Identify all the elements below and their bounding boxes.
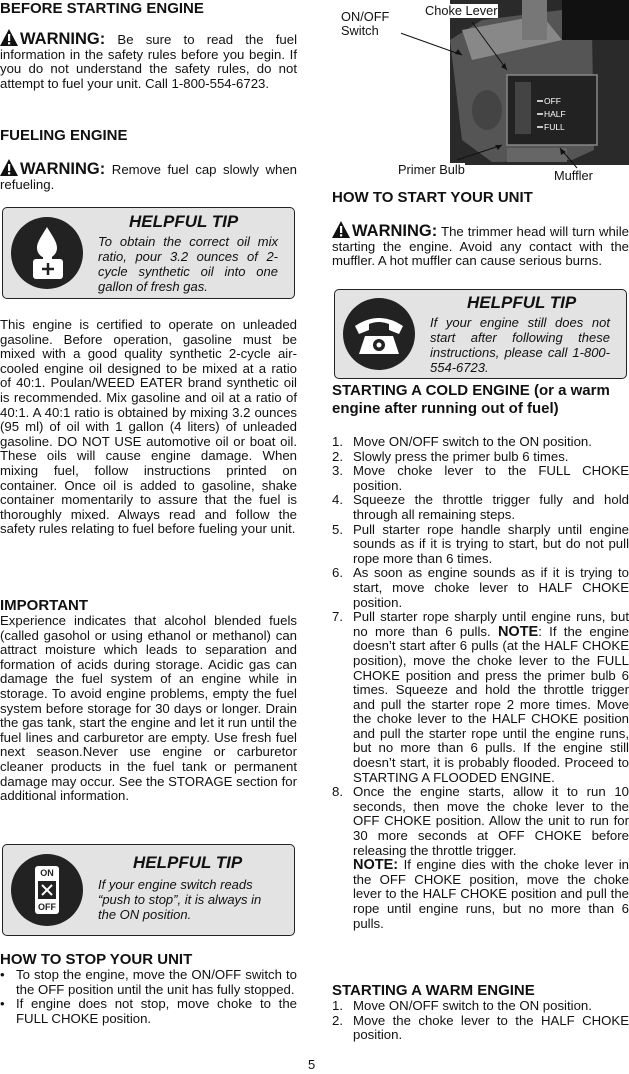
fuel-drop-icon (9, 215, 85, 291)
tip-title: HELPFUL TIP (133, 853, 243, 872)
before-starting-heading: BEFORE STARTING ENGINE (0, 0, 204, 17)
list-item: 5. Pull starter rope handle sharply until engine sounds as if it is trying to start, but do not pull rope more than 6 times. (332, 521, 629, 566)
start-heading: HOW TO START YOUR UNIT (332, 189, 533, 206)
primer-bulb-label: Primer Bulb (398, 162, 465, 177)
helpful-tip-call (334, 289, 627, 379)
list-item: 1. Move ON/OFF switch to the ON position. (332, 998, 592, 1013)
list-item: 7. Pull starter rope sharply until engine runs, but no more than 6 pulls. NOTE: If the engine doesn’t start after 6 pulls (at the HALF CHOKE position), move the choke lever to the FULL CHOKE position and press the primer bulb 6 times. Squeeze and hold the throttle trigger and pull the starter rope 2 more times. Move the choke lever to the HALF CHOKE position and pull the starter rope until the engine runs, but no more than 6 pulls. If the engine still doesn’t start, it is probably flooded. Proceed to STARTING A FLOODED ENGINE. (332, 609, 629, 785)
helpful-tip-switch (2, 844, 295, 936)
list-item: 1. Move ON/OFF switch to the ON position. (332, 434, 592, 449)
cold-engine-heading: STARTING A COLD ENGINE (or a warm engine after running out of fuel) (332, 382, 610, 417)
muffler-label: Muffler (554, 168, 593, 183)
warm-engine-steps (332, 999, 629, 1043)
tip-title: HELPFUL TIP (467, 293, 577, 312)
list-item: 6. As soon as engine sounds as if it is trying to start, move choke lever to HALF CHOKE position. (332, 565, 629, 610)
list-item: 3. Move choke lever to the FULL CHOKE position. (332, 463, 629, 493)
stop-bullets (0, 968, 297, 1026)
warning-triangle-icon (332, 221, 350, 238)
helpful-tip-oil-mix (2, 207, 295, 299)
list-item: 8. Once the engine starts, allow it to run 10 seconds, then move the choke lever to the OFF CHOKE position. Allow the unit to run for 30 more seconds at OFF CHOKE before releasing the throttle trigger. NOTE: If engine dies with the choke lever in the OFF CHOKE position, move the choke lever to the HALF CHOKE position and pull the rope until engine runs, but no more than 6 pulls. (332, 784, 629, 931)
choke-off-label: OFF (544, 96, 561, 106)
tip-title: HELPFUL TIP (129, 212, 239, 231)
trimmer-diagram (332, 0, 629, 188)
svg-text:ON: ON (40, 868, 54, 878)
before-starting-warning: WARNING: Be sure to read the fuel information in the safety rules before you begin. If you do not understand the safety rules, do not attempt to fuel your unit. Call 1-800-554-6723. (0, 30, 297, 91)
list-item: 4. Squeeze the throttle trigger fully and hold through all remaining steps. (332, 492, 629, 522)
list-item: • To stop the engine, move the ON/OFF switch to the OFF position until the unit has fully stopped. (0, 967, 297, 997)
choke-lever-label: Choke Lever (425, 3, 498, 18)
choke-full-label: FULL (544, 122, 565, 132)
on-off-switch-icon (9, 852, 85, 928)
svg-text:OFF: OFF (38, 902, 56, 912)
important-text: Experience indicates that alcohol blended fuels (called gasohol or using ethanol or methanol) can attract moisture which leads to separation and formation of acids during storage. Acidic gas can damage the fuel system of an engine while in storage. To avoid engine problems, empty the fuel system before storage for 30 days or longer. Drain the gas tank, start the engine and let it run until the fuel lines and carburetor are empty. Use fresh fuel next season.Never use engine or carburetor cleaner products in the fuel tank or permanent damage may occur. See the STORAGE section for additional information. (0, 613, 297, 804)
list-item: • If engine does not stop, move choke to the FULL CHOKE position. (0, 996, 297, 1026)
warning-triangle-icon (0, 159, 18, 176)
important-heading: IMPORTANT (0, 597, 89, 614)
choke-half-label: HALF (544, 109, 566, 119)
warning-triangle-icon (0, 29, 18, 46)
tip-text: If your engine switch reads “push to stop”, it is always in the ON position. (98, 877, 262, 922)
start-warning: WARNING: The trimmer head will turn while starting the engine. Avoid any contact with the muffler. A hot muffler can cause serious burns. (332, 222, 629, 269)
on-off-switch-label: ON/OFF Switch (341, 10, 401, 38)
list-item: 2. Move the choke lever to the HALF CHOKE position. (332, 1012, 629, 1043)
stop-heading: HOW TO STOP YOUR UNIT (0, 951, 193, 968)
fuel-paragraph: This engine is certified to operate on unleaded gasoline. Before operation, gasoline must be mixed with a good quality synthetic 2-cycle air-cooled engine oil designed to be mixed at a ratio of 40:1. Poulan/WEED EATER brand synthetic oil is recommended. Mix gasoline and oil at a ratio of 40:1. A 40:1 ratio is obtained by mixing 3.2 ounces (95 ml) of oil with 1 gallon (4 liters) of unleaded gasoline. DO NOT USE automotive oil or boat oil. These oils will cause engine damage. When mixing fuel, follow instructions printed on container. Once oil is added to gasoline, shake container momentarily to assure that the fuel is thoroughly mixed. Always read and follow the safety rules relating to fuel before fueling your unit. (0, 317, 297, 537)
tip-text: If your engine still does not start after following these instructions, please call 1-800-554-6723. (430, 315, 610, 375)
fueling-warning: WARNING: Remove fuel cap slowly when refueling. (0, 160, 298, 192)
fueling-heading: FUELING ENGINE (0, 127, 128, 144)
page-number: 5 (308, 1057, 316, 1072)
cold-engine-steps (332, 435, 629, 931)
list-item: 2. Slowly press the primer bulb 6 times. (332, 448, 569, 464)
telephone-icon (341, 296, 417, 372)
tip-text: To obtain the correct oil mix ratio, pour 3.2 ounces of 2-cycle synthetic oil into one gallon of fresh gas. (98, 234, 278, 294)
warm-engine-heading: STARTING A WARM ENGINE (332, 982, 535, 999)
